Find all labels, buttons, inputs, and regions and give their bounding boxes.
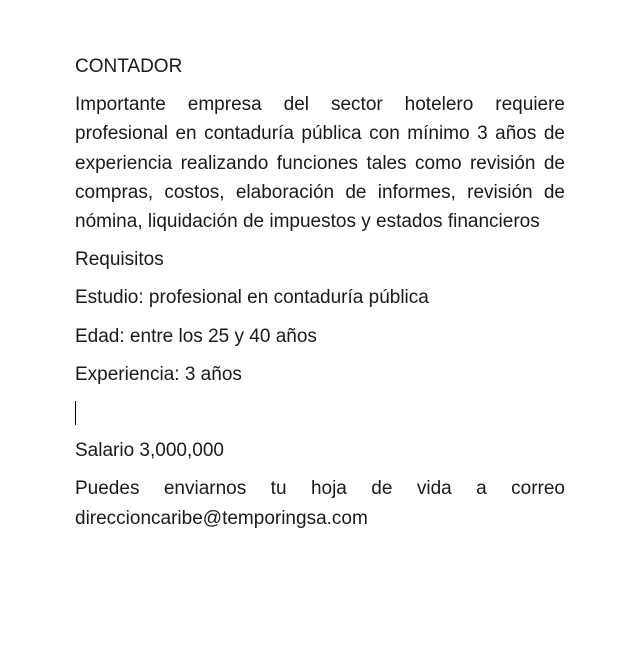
requirement-age: Edad: entre los 25 y 40 años [75, 325, 317, 347]
empty-line[interactable] [75, 398, 565, 427]
job-title: CONTADOR [75, 56, 183, 77]
contact-info: Puedes enviarnos tu hoja de vida a correo direccioncaribe@temporingsa.com [75, 478, 565, 529]
job-description: Importante empresa del sector hotelero requiere profesional en contaduría pública con mínimo 3 años de experiencia realizando funciones tales como revisión de compras, costos, elaboración de informes, revisión de nómina, liquidación de impuestos y estados financieros [75, 94, 565, 233]
requirement-experience: Experiencia: 3 años [75, 363, 242, 385]
document-body[interactable] [75, 52, 565, 542]
text-cursor [75, 401, 76, 425]
requirement-study: Estudio: profesional en contaduría pública [75, 287, 429, 309]
salary: Salario 3,000,000 [75, 440, 224, 462]
requirements-heading: Requisitos [75, 249, 164, 271]
